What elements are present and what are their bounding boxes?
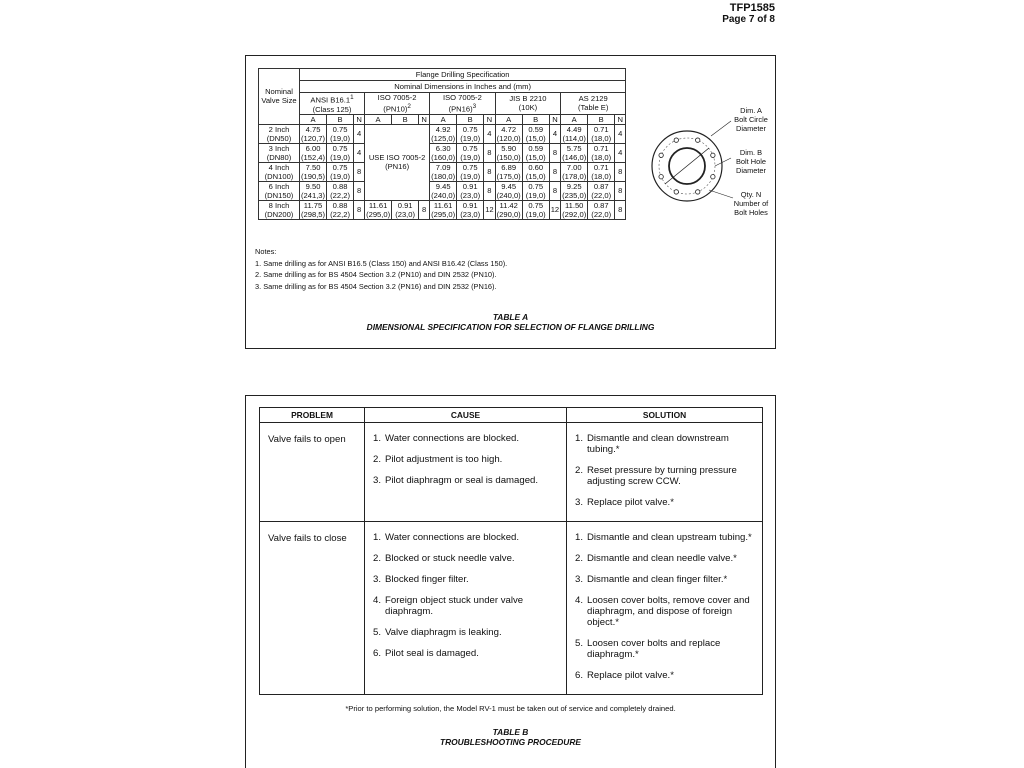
document-code: TFP1585 bbox=[729, 2, 775, 14]
col-header-as-b: B bbox=[588, 114, 615, 124]
table-row bbox=[260, 423, 763, 522]
dim-b-cell: 0.59 (15,0) bbox=[522, 143, 549, 162]
cause-item: 2. Pilot adjustment is too high. bbox=[373, 454, 503, 465]
dim-a-cell: 7.50 (190,5) bbox=[301, 162, 326, 181]
col-header-jis-b: B bbox=[522, 114, 549, 124]
dim-a-cell: 6.00 (152,4) bbox=[301, 143, 326, 162]
troubleshooting-table bbox=[259, 407, 763, 695]
cause-item: 4. Foreign object stuck under valve diaphragm. bbox=[373, 595, 524, 617]
cause-header: CAUSE bbox=[365, 408, 567, 423]
col-header-ansi-a: A bbox=[300, 114, 327, 124]
qty-n-cell: 4 bbox=[354, 124, 365, 143]
iso-pn10-use-pn16-note: USE ISO 7005-2 (PN16) bbox=[365, 124, 430, 200]
cause-item: 3. Pilot diaphragm or seal is damaged. bbox=[373, 475, 539, 486]
dim-a-cell: 4.92 (125,0) bbox=[431, 124, 456, 143]
dim-a-cell: 4.72 (120,0) bbox=[496, 124, 521, 143]
qty-n-cell: 4 bbox=[615, 143, 626, 162]
standards-row bbox=[259, 93, 626, 115]
col-header-as-n: N bbox=[615, 114, 626, 124]
col-header-pn10-a: A bbox=[365, 114, 392, 124]
qty-n-cell: 8 bbox=[549, 181, 560, 200]
standard-header-ansi: ANSI B16.1$^1$ (Class 125) bbox=[300, 93, 365, 115]
valve-size-cell: 3 Inch (DN80) bbox=[259, 143, 300, 162]
col-header-pn10-n: N bbox=[419, 114, 430, 124]
dim-a-cell: 6.30 (160,0) bbox=[431, 143, 456, 162]
dim-b-cell: 0.91 (23,0) bbox=[392, 200, 419, 219]
table-row bbox=[259, 181, 626, 200]
bolt-hole bbox=[674, 190, 678, 194]
bolt-hole bbox=[696, 190, 700, 194]
col-header-pn16-n: N bbox=[484, 114, 495, 124]
dim-a-cell: 11.42 (290,0) bbox=[496, 200, 521, 219]
cause-item: 1. Water connections are blocked. bbox=[373, 433, 520, 444]
solution-item: 1. Dismantle and clean downstream tubing.* bbox=[575, 433, 729, 455]
solution-item: 3. Dismantle and clean finger filter.* bbox=[575, 574, 728, 585]
problem-cell: Valve fails to open bbox=[260, 423, 365, 522]
col-header-jis-n: N bbox=[549, 114, 560, 124]
qty-n-cell: 4 bbox=[484, 124, 495, 143]
valve-size-cell: 8 Inch (DN200) bbox=[259, 200, 300, 219]
table-row bbox=[259, 200, 626, 219]
qty-n-label: Qty. N Number of Bolt Holes bbox=[733, 190, 769, 217]
problem-header: PROBLEM bbox=[260, 408, 365, 423]
dim-a-cell: 5.90 (150,0) bbox=[496, 143, 521, 162]
standard-header-as: AS 2129 (Table E) bbox=[561, 93, 626, 115]
flange-drilling-table bbox=[258, 68, 626, 220]
bolt-hole bbox=[659, 175, 663, 179]
dim-line bbox=[665, 148, 709, 184]
col-header-ansi-b: B bbox=[327, 114, 354, 124]
solution-cell bbox=[567, 423, 763, 522]
dim-b-cell: 0.71 (18,0) bbox=[588, 143, 615, 162]
table-row bbox=[260, 522, 763, 695]
page-header bbox=[722, 3, 775, 25]
col-header-pn16-a: A bbox=[430, 114, 457, 124]
dim-b-cell: 0.75 (19,0) bbox=[327, 124, 354, 143]
troubleshooting-body bbox=[260, 423, 763, 695]
dim-a-cell: 4.49 (114,0) bbox=[562, 124, 586, 143]
dim-a-cell: 9.50 (241,3) bbox=[301, 181, 326, 200]
dim-b-cell: 0.60 (15,0) bbox=[522, 162, 549, 181]
dim-b-cell: 0.87 (22,0) bbox=[588, 200, 615, 219]
valve-size-cell: 4 Inch (DN100) bbox=[259, 162, 300, 181]
dims-header: Nominal Dimensions in Inches and (mm) bbox=[300, 81, 626, 93]
flange-table-body bbox=[259, 124, 626, 219]
dim-b-cell: 0.91 (23,0) bbox=[457, 181, 484, 200]
qty-n-cell: 4 bbox=[615, 124, 626, 143]
qty-n-cell: 8 bbox=[549, 143, 560, 162]
dim-a-cell: 7.00 (178,0) bbox=[562, 162, 587, 181]
solution-item: 5. Loosen cover bolts and replace diaphragm.* bbox=[575, 638, 721, 660]
bolt-hole bbox=[674, 138, 678, 142]
dim-b-cell: 0.75 (19,0) bbox=[457, 143, 484, 162]
qty-n-cell: 8 bbox=[354, 162, 365, 181]
dim-a-cell: 9.25 (235,0) bbox=[562, 181, 587, 200]
qty-n-cell: 12 bbox=[549, 200, 560, 219]
bolt-hole bbox=[711, 153, 715, 157]
note-3: 3. Same drilling as for BS 4504 Section 3.2 (PN16) and DIN 2532 (PN16). bbox=[255, 281, 497, 291]
table-a-panel bbox=[245, 55, 776, 349]
dim-b-cell: 0.71 (18,0) bbox=[588, 162, 615, 181]
flange-diagram bbox=[651, 106, 776, 226]
solution-header: SOLUTION bbox=[567, 408, 763, 423]
qty-n-cell: 8 bbox=[549, 162, 560, 181]
qty-n-cell: 4 bbox=[354, 143, 365, 162]
table-row bbox=[259, 143, 626, 162]
footnote: *Prior to performing solution, the Model RV-1 must be taken out of service and completely drained. bbox=[345, 704, 676, 713]
dim-b-cell: 0.87 (22,0) bbox=[588, 181, 615, 200]
table-row bbox=[259, 162, 626, 181]
qty-n-cell: 8 bbox=[615, 162, 626, 181]
dim-b-cell: 0.59 (15,0) bbox=[522, 124, 549, 143]
dim-a-cell: 11.50 (292,0) bbox=[562, 200, 587, 219]
cause-item: 3. Blocked finger filter. bbox=[373, 574, 469, 585]
dim-b-cell: 0.75 (19,0) bbox=[457, 162, 484, 181]
dim-a-cell: 5.75 (146,0) bbox=[562, 143, 587, 162]
qty-n-cell: 8 bbox=[484, 181, 495, 200]
notes-title: Notes: bbox=[255, 247, 277, 256]
col-header-jis-a: A bbox=[495, 114, 522, 124]
qty-n-cell: 8 bbox=[354, 181, 365, 200]
dim-a-cell: 7.09 (180,0) bbox=[431, 162, 456, 181]
note-2: 2. Same drilling as for BS 4504 Section 3.2 (PN10) and DIN 2532 (PN10). bbox=[255, 270, 497, 279]
standard-header-pn16: ISO 7005-2 $(PN16)^3$ bbox=[430, 93, 496, 115]
dim-b-cell: 0.75 (19,0) bbox=[457, 124, 484, 143]
solution-cell bbox=[567, 522, 763, 695]
page-number: Page 7 of 8 bbox=[722, 14, 775, 25]
dim-b-cell: 0.75 (19,0) bbox=[327, 143, 354, 162]
dim-b-cell: 0.88 (22,2) bbox=[327, 181, 354, 200]
dim-a-label: Dim. A Bolt Circle Diameter bbox=[734, 106, 768, 133]
qty-n-cell: 8 bbox=[354, 200, 365, 219]
bolt-hole bbox=[711, 175, 715, 179]
cause-cell bbox=[365, 522, 567, 695]
col-header-pn16-b: B bbox=[457, 114, 484, 124]
bolt-hole bbox=[659, 153, 663, 157]
qty-n-cell: 4 bbox=[549, 124, 560, 143]
solution-item: 6. Replace pilot valve.* bbox=[575, 670, 674, 681]
dim-b-cell: 0.71 (18,0) bbox=[588, 124, 615, 143]
dim-b-cell: 0.88 (22,2) bbox=[327, 200, 354, 219]
cause-item: 1. Water connections are blocked. bbox=[373, 532, 520, 543]
qty-n-cell: 8 bbox=[484, 143, 495, 162]
cause-cell bbox=[365, 423, 567, 522]
spec-header: Flange Drilling Specification bbox=[300, 69, 626, 81]
dim-a-cell: 6.89 (175,0) bbox=[496, 162, 521, 181]
dim-a-cell: 9.45 (240,0) bbox=[431, 181, 456, 200]
dim-b-cell: 0.75 (19,0) bbox=[327, 162, 354, 181]
table-row bbox=[259, 124, 626, 143]
col-header-pn10-b: B bbox=[392, 114, 419, 124]
dim-b-cell: 0.75 (19,0) bbox=[522, 200, 549, 219]
dim-a-cell: 11.61 (295,0) bbox=[431, 200, 456, 219]
nominal-size-header: Nominal Valve Size bbox=[259, 69, 300, 125]
cause-item: 5. Valve diaphragm is leaking. bbox=[373, 627, 502, 638]
qty-n-cell: 8 bbox=[615, 181, 626, 200]
note-1: 1. Same drilling as for ANSI B16.5 (Class 150) and ANSI B16.42 (Class 150). bbox=[255, 258, 508, 268]
dim-b-cell: 0.91 (23,0) bbox=[457, 200, 484, 219]
abn-row bbox=[259, 114, 626, 124]
solution-item: 3. Replace pilot valve.* bbox=[575, 497, 674, 508]
solution-item: 2. Dismantle and clean needle valve.* bbox=[575, 553, 737, 564]
cause-item: 6. Pilot seal is damaged. bbox=[373, 648, 479, 659]
qty-n-cell: 8 bbox=[419, 200, 430, 219]
valve-size-cell: 2 Inch (DN50) bbox=[259, 124, 300, 143]
problem-cell: Valve fails to close bbox=[260, 522, 365, 695]
col-header-as-a: A bbox=[561, 114, 588, 124]
dim-b-label: Dim. B Bolt Hole Diameter bbox=[736, 148, 766, 175]
standard-header-jis: JIS B 2210 (10K) bbox=[495, 93, 561, 115]
table-b-panel bbox=[245, 395, 776, 768]
solution-item: 2. Reset pressure by turning pressure adjusting screw CCW. bbox=[575, 465, 737, 487]
qty-n-cell: 8 bbox=[615, 200, 626, 219]
dim-a-cell: 4.75 (120,7) bbox=[301, 124, 326, 143]
table-a-caption: TABLE A DIMENSIONAL SPECIFICATION FOR SELECTION OF FLANGE DRILLING bbox=[366, 312, 655, 332]
table-b-caption: TABLE B TROUBLESHOOTING PROCEDURE bbox=[440, 727, 581, 747]
dim-a-cell: 9.45 (240,0) bbox=[496, 181, 521, 200]
valve-size-cell: 6 Inch (DN150) bbox=[259, 181, 300, 200]
dim-a-cell: 11.75 (298,5) bbox=[301, 200, 326, 219]
qty-n-cell: 12 bbox=[484, 200, 495, 219]
qty-n-cell: 8 bbox=[484, 162, 495, 181]
dim-b-cell: 0.75 (19,0) bbox=[522, 181, 549, 200]
notes bbox=[255, 246, 507, 292]
dim-a-cell: 11.61 (295,0) bbox=[366, 200, 391, 219]
solution-item: 4. Loosen cover bolts, remove cover and diaphragm, and dispose of foreign object.* bbox=[575, 595, 750, 628]
col-header-ansi-n: N bbox=[354, 114, 365, 124]
cause-item: 2. Blocked or stuck needle valve. bbox=[373, 553, 515, 564]
standard-header-pn10: ISO 7005-2 $(PN10)^2$ bbox=[365, 93, 430, 115]
bolt-hole bbox=[696, 138, 700, 142]
solution-item: 1. Dismantle and clean upstream tubing.* bbox=[575, 532, 752, 543]
